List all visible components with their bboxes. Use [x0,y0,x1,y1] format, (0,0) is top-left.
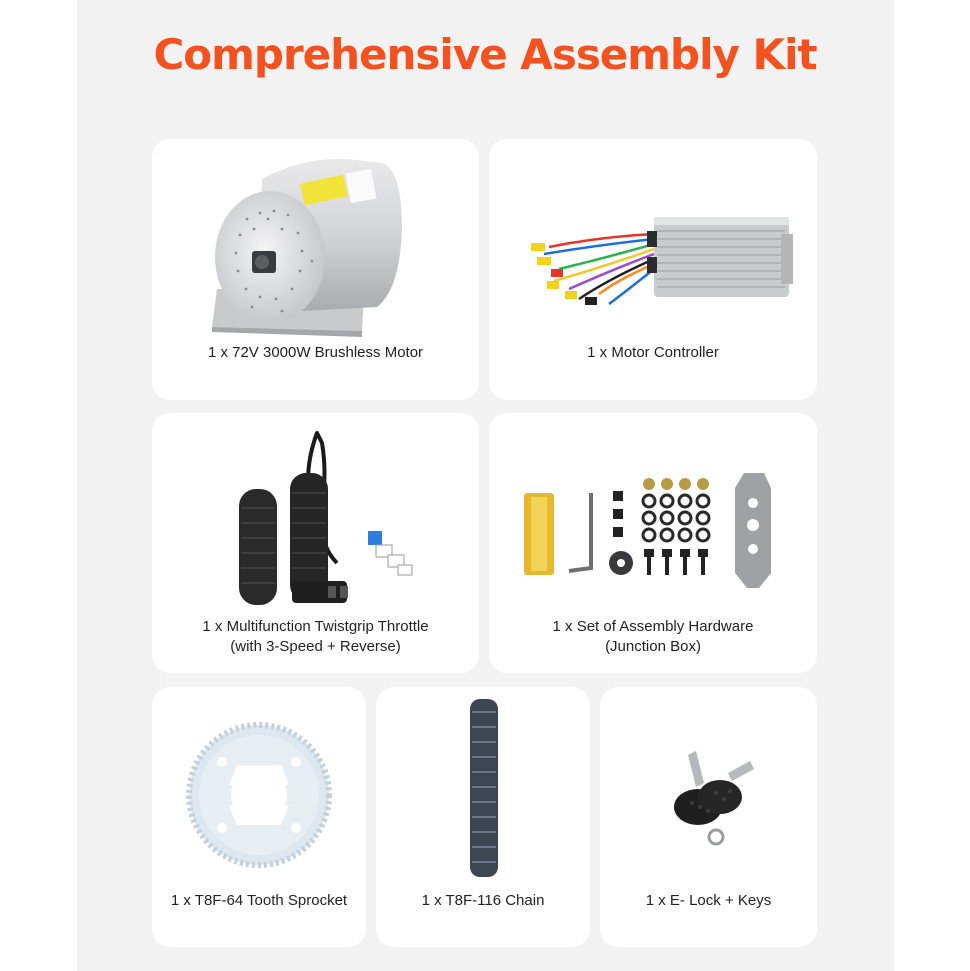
item-caption: 1 x 72V 3000W Brushless Motor [207,344,424,361]
item-caption: 1 x Motor Controller [587,344,719,361]
caption-line: (with 3-Speed + Reverse) [230,638,401,655]
item-caption: 1 x T8F-64 Tooth Sprocket [170,892,348,909]
item-caption: 1 x T8F-116 Chain [421,892,545,909]
card-throttle [152,413,479,673]
item-caption [152,617,479,657]
caption-line: (Junction Box) [605,638,701,655]
card-motor [152,139,479,400]
card-controller [489,139,817,400]
page-title: Comprehensive Assembly Kit [153,30,817,79]
item-caption: 1 x E- Lock + Keys [645,892,772,909]
card-sprocket [152,687,366,947]
caption-line: 1 x Multifunction Twistgrip Throttle [202,618,429,635]
card-hardware [489,413,817,673]
caption-line: 1 x Set of Assembly Hardware [552,618,754,635]
card-lock-keys [600,687,817,947]
item-caption [489,617,817,657]
card-chain [376,687,590,947]
